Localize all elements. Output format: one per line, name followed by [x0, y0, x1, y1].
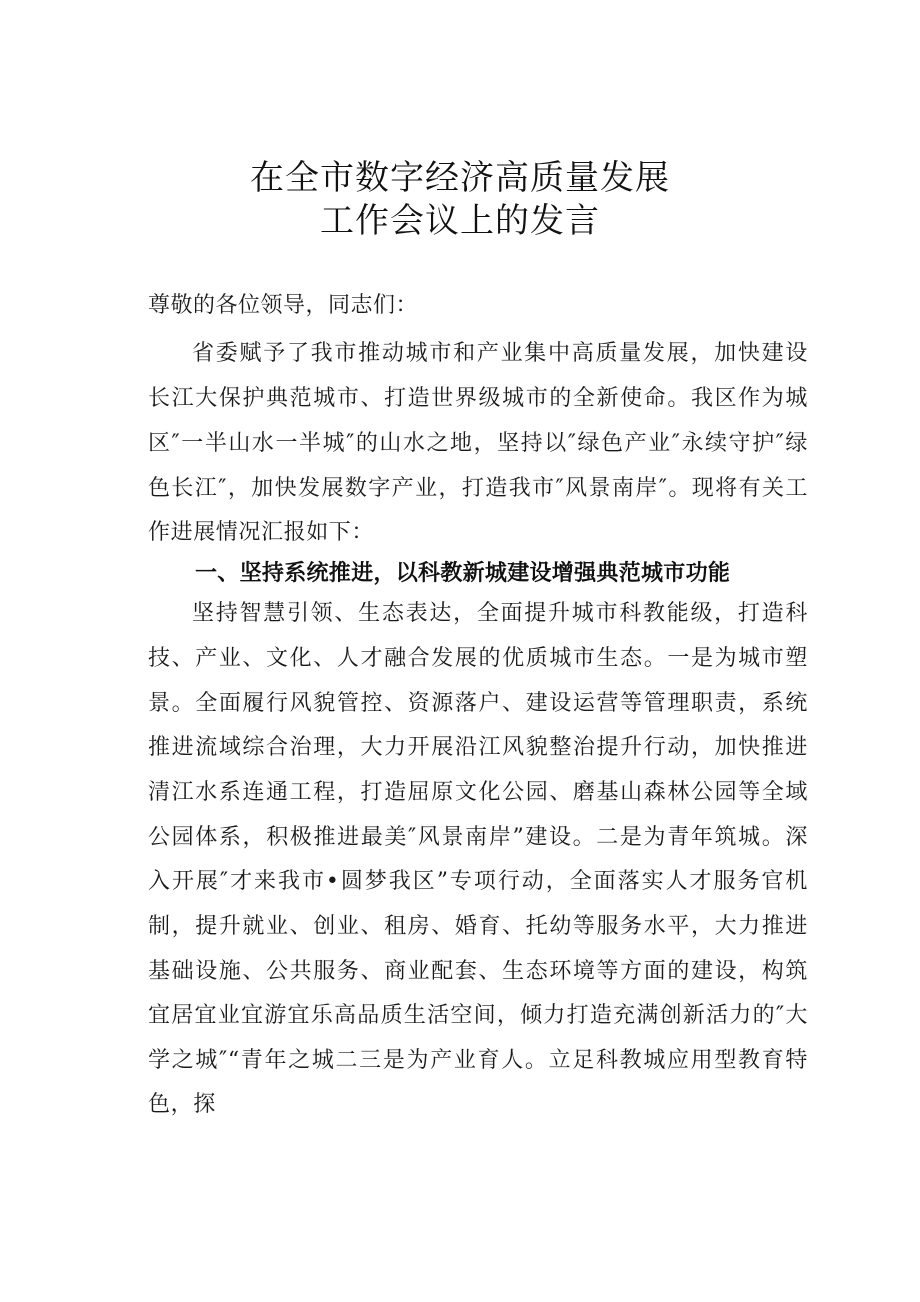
- paragraph-line: 色长江″，加快发展数字产业，打造我市″风景南岸″。现将有关工: [148, 476, 808, 501]
- paragraph-line: 公园体系，积极推进最美″风景南岸”建设。二是为青年筑城。深: [148, 825, 808, 850]
- paragraph-line: 色，探: [148, 1092, 216, 1117]
- paragraph-line: 长江大保护典范城市、打造世界级城市的全新使命。我区作为城: [148, 386, 808, 411]
- paragraph-line: 省委赋予了我市推动城市和产业集中高质量发展，加快建设: [192, 341, 808, 366]
- paragraph-line: 坚持智慧引领、生态表达，全面提升城市科教能级，打造科: [192, 601, 808, 626]
- paragraph-line: 推进流域综合治理，大力开展沿江风貌整治提升行动，加快推进: [148, 735, 808, 760]
- paragraph-line: 景。全面履行风貌管控、资源落户、建设运营等管理职责，系统: [148, 691, 808, 716]
- paragraph-line: 基础设施、公共服务、商业配套、生态环境等方面的建设，构筑: [148, 959, 808, 984]
- paragraph-line: 入开展″才来我市•圆梦我区”专项行动，全面落实人才服务官机: [148, 869, 808, 894]
- paragraph-line: 技、产业、文化、人才融合发展的优质城市生态。一是为城市塑: [148, 646, 808, 671]
- paragraph-line: 学之城″“青年之城二三是为产业育人。立足科教城应用型教育特: [148, 1048, 808, 1073]
- paragraph-line: 宜居宜业宜游宜乐高品质生活空间，倾力打造充满创新活力的″大: [148, 1003, 808, 1028]
- section-heading: 一、坚持系统推进，以科教新城建设增强典范城市功能: [195, 561, 731, 586]
- paragraph-line: 作进展情况汇报如下：: [148, 520, 375, 545]
- paragraph-line: 清江水系连通工程，打造屈原文化公园、磨基山森林公园等全域: [148, 780, 808, 805]
- paragraph-line: 制，提升就业、创业、租房、婚育、托幼等服务水平，大力推进: [148, 914, 808, 939]
- document-title-line2: 工作会议上的发言: [320, 201, 600, 241]
- document-title-line1: 在全市数字经济高质量发展: [250, 158, 670, 198]
- paragraph-line: 区″一半山水一半城″的山水之地，坚持以″绿色产业″永续守护″绿: [148, 431, 808, 456]
- greeting: 尊敬的各位领导，同志们：: [148, 293, 419, 318]
